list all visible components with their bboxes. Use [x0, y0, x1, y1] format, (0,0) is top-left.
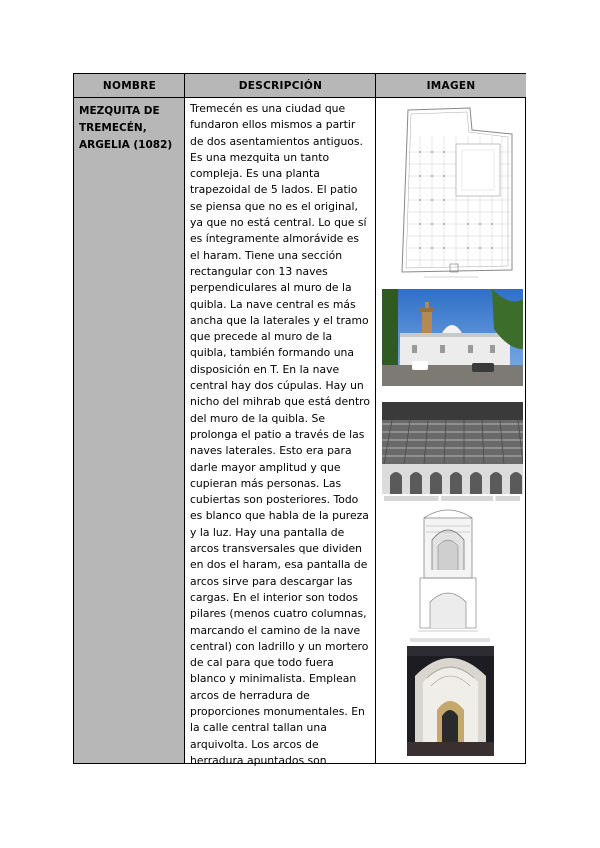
column-divider	[375, 74, 376, 763]
figure-caption-line	[384, 496, 520, 501]
header-image: IMAGEN	[376, 74, 526, 98]
monument-description: Tremecén es una ciudad que fundaron ellos mismos a partir de dos asentamientos antiguos. Es una mezquita un tanto compleja. Es una planta trapezoidal de 5 lados. El patio se piensa que no es el original, ya que no está central. Lo que sí es íntegramente almorávide es el haram. Tiene una sección rectangular con 13 naves perpendiculares al muro de la quibla. La nave central es más ancha que la laterales y el tramo que precede al muro de la quibla, también formando una disposición en T. En la nave central hay dos cúpulas. Hay un nicho del mihrab que está dentro del muro de la quibla. Se prolonga el patio a través de las naves laterales. Esto era para darle mayor amplitud y que cupieran más personas. Las cubiertas son posteriores. Todo es blanco que habla de la pureza y la luz. Hay una pantalla de arcos transversales que dividen en dos el haram, esa pantalla de arcos sirve para descargar las cargas. En el interior son todos pilares (menos cuatro columnas, marcando el camino de la nave central) con ladrillo y un mortero de cal para que todo fuera blanco y minimalista. Emplean arcos de herradura de proporciones monumentales. En la calle central tallan una arquivolta. Los arcos de herradura apuntados son	[190, 102, 370, 767]
monument-name: MEZQUITA DE TREMECÉN, ARGELIA (1082)	[79, 105, 173, 151]
description-table	[73, 73, 526, 767]
header-description: DESCRIPCIÓN	[185, 74, 376, 98]
figure-caption-line	[410, 638, 490, 642]
header-name: NOMBRE	[74, 74, 185, 98]
mihrab-interior-photo-icon	[407, 646, 494, 756]
image-cell	[376, 98, 526, 763]
mosque-exterior-photo-icon	[382, 289, 523, 386]
floor-plan-drawing-icon	[384, 104, 518, 281]
name-cell	[74, 98, 185, 763]
roofs-aerial-photo-icon	[382, 402, 523, 494]
description-cell	[185, 98, 376, 767]
mihrab-elevation-drawing-icon	[410, 506, 486, 636]
column-divider	[184, 74, 185, 763]
